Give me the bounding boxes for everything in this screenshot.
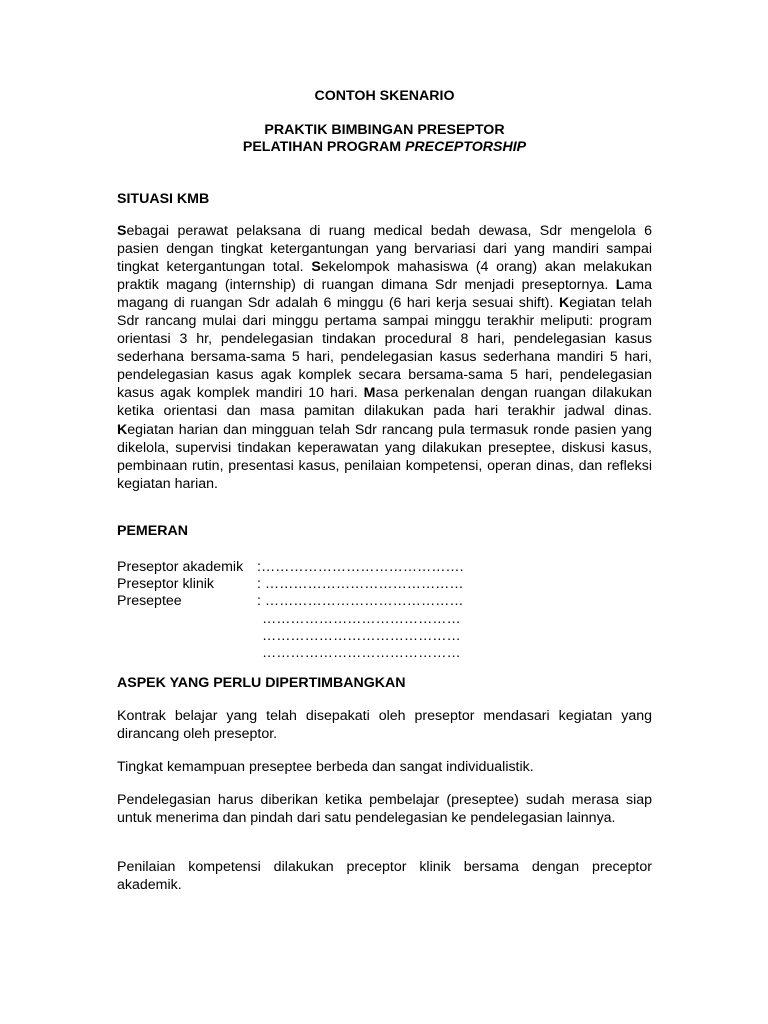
role-fill-line: :……………………………………. <box>257 559 464 575</box>
segment-initial: L <box>615 277 625 294</box>
role-row-akademik <box>117 558 652 576</box>
document-subtitle-line1: PRAKTIK BIMBINGAN PRESEPTOR <box>264 122 505 138</box>
aspek-paragraph: Kontrak belajar yang telah disepakati oleh preseptor mendasari kegiatan yang dirancang oleh preseptor. <box>117 708 652 743</box>
aspek-paragraph: Penilaian kompetensi dilakukan preceptor klinik bersama dengan preceptor akademik. <box>117 859 652 894</box>
document-subtitle-line2 <box>117 138 652 156</box>
segment-text: egiatan telah Sdr rancang mulai dari minggu pertama sampai minggu terakhir meliputi: program orientasi 3 hr, pendelegasian tindakan procedural 8 hari, pendelegasian kasus sederhana bersama-sama 5 hari, pendelegasian kasus sederhana mandiri 5 hari, pendelegasian kasus agak komplek secara bersama-sama 5 hari, pendelegasian kasus agak komplek mandiri 10 hari. <box>117 295 652 402</box>
subtitle-plain: PELATIHAN PROGRAM <box>242 139 405 155</box>
preseptee-fill-line: …………………………………… <box>262 645 461 661</box>
subtitle-italic: PRECEPTORSHIP <box>404 139 527 155</box>
segment-initial: K <box>558 295 570 312</box>
situasi-paragraph <box>117 222 652 493</box>
role-label: Preseptee <box>117 593 182 609</box>
role-label: Preseptor akademik <box>117 559 244 575</box>
role-fill-line: : …………………………………… <box>257 593 464 609</box>
segment-text: ekelompok mahasiswa (4 orang) akan melakukan praktik magang (internship) di ruangan dimana Sdr menjadi preseptornya. <box>117 259 652 294</box>
segment-initial: S <box>117 223 127 239</box>
segment-initial: K <box>117 421 128 438</box>
segment-text: egiatan harian dan mingguan telah Sdr rancang pula termasuk ronde pasien yang dikelola, supervisi tindakan keperawatan yang dilakukan preseptee, diskusi kasus, pembinaan rutin, presentasi kasus, penilaian kompetensi, operan dinas, dan refleksi kegiatan harian. <box>117 421 652 492</box>
preseptee-fill-line: …………………………………… <box>262 628 461 644</box>
role-fill-line: : …………………………………… <box>257 576 464 592</box>
role-row-preseptee <box>117 592 652 610</box>
segment-text: asa perkenalan dengan ruangan dilakukan ketika orientasi dan masa pamitan dilakukan pada hari terakhir jadwal dinas. <box>117 385 652 420</box>
segment-initial: M <box>363 385 376 402</box>
situasi-heading: SITUASI KMB <box>117 191 210 207</box>
aspek-paragraph: Pendelegasian harus diberikan ketika pembelajar (preseptee) sudah merasa siap untuk menerima dan pindah dari satu pendelegasian ke pendelegasian lainnya. <box>117 792 652 827</box>
pemeran-heading: PEMERAN <box>117 523 188 539</box>
segment-text: ama magang di ruangan Sdr adalah 6 minggu (6 hari kerja sesuai shift). <box>117 277 652 312</box>
segment-text: ebagai perawat pelaksana di ruang medical bedah dewasa, Sdr mengelola 6 pasien dengan tingkat ketergantungan yang bervariasi dari yang mandiri sampai tingkat ketergantungan total. <box>117 223 652 276</box>
role-label: Preseptor klinik <box>117 576 214 592</box>
segment-initial: S <box>311 259 321 276</box>
role-row-klinik <box>117 575 652 593</box>
aspek-heading: ASPEK YANG PERLU DIPERTIMBANGKAN <box>117 675 406 691</box>
aspek-paragraph: Tingkat kemampuan preseptee berbeda dan sangat individualistik. <box>117 759 534 775</box>
document-title: CONTOH SKENARIO <box>314 88 455 104</box>
preseptee-fill-line: …………………………………… <box>262 611 461 627</box>
